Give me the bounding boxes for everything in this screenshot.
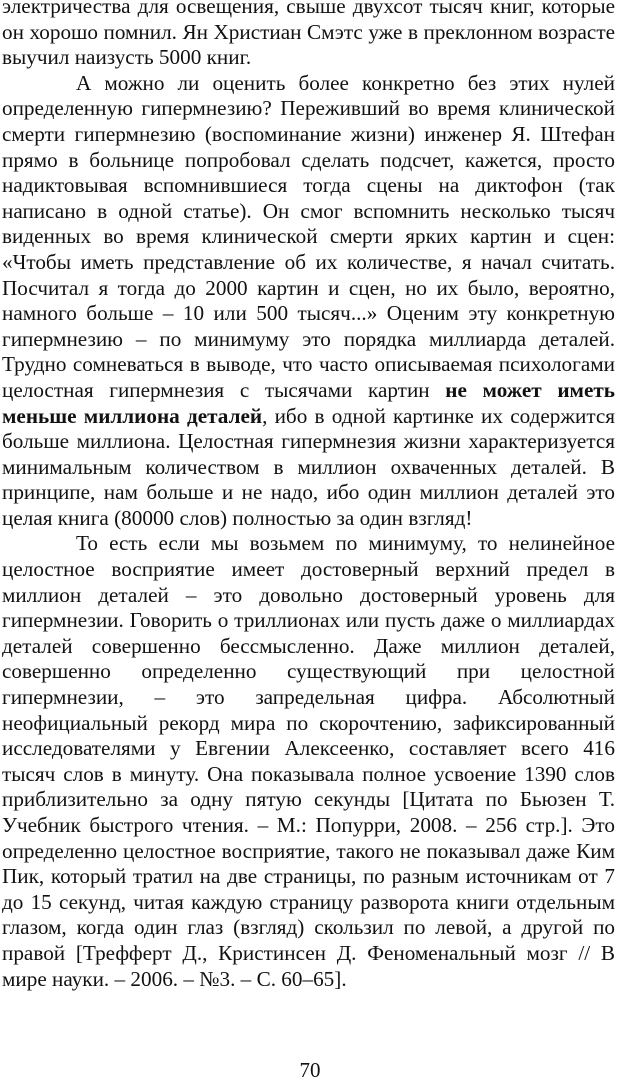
- paragraph-2-text-start: А можно ли оценить более конкретно без этих нулей определенную гипермнезию? Переживший во время клинической смерти гипермнезию (воспоминание жизни) инженер Я. Штефан прямо в больнице попробовал сделать подсчет, кажется, просто надиктовывая вспомнившиеся тогда сцены на диктофон (так написано в одной статье). Он смог вспомнить несколько тысяч виденных во время клинической смерти ярких картин и сцен: «Чтобы иметь представление об их количестве, я начал считать. Посчитал я тогда до 2000 картин и сцен, но их было, вероятно, намного больше – 10 или 500 тысяч...» Оценим эту конкретную гипермнезию – по минимуму это порядка миллиарда деталей. Трудно сомневаться в выводе, что часто описываемая психологами целостная гипермнезия с тысячами картин: [2, 70, 615, 402]
- page-number: 70: [299, 1058, 321, 1082]
- paragraph-1: электричества для освещения, свыше двухсот тысяч книг, которые он хорошо помнил. Ян Христиан Смэтс уже в преклонном возрасте выучил наизусть 5000 книг.: [2, 0, 615, 70]
- paragraph-2: [2, 71, 615, 532]
- body-text: [2, 0, 615, 992]
- paragraph-2-text-end: , ибо в одной картинке их содержится больше миллиона. Целостная гипермнезия жизни характеризуется минимальным количеством в миллион охваченных деталей. В принципе, нам больше и не надо, ибо один миллион деталей это целая книга (80000 слов) полностью за один взгляд!: [2, 403, 616, 530]
- paragraph-2-bold-emphasis: не может иметь меньше миллиона деталей: [2, 377, 615, 428]
- paragraph-3: То есть если мы возьмем по минимуму, то нелинейное целостное восприятие имеет достоверный верхний предел в миллион деталей – это довольно достоверный уровень для гипермнезии. Говорить о триллионах или пусть даже о миллиардах деталей совершенно бессмысленно. Даже миллион деталей, совершенно определенно существующий при целостной гипермнезии, – это запредельная цифра. Абсолютный неофициальный рекорд мира по скорочтению, зафиксированный исследователями у Евгении Алексеенко, составляет всего 416 тысяч слов в минуту. Она показывала полное усвоение 1390 слов приблизительно за одну пятую секунды [Цитата по Бьюзен Т. Учебник быстрого чтения. – М.: Попурри, 2008. – 256 стр.]. Это определенно целостное восприятие, такого не показывал даже Ким Пик, который тратил на две страницы, по разным источникам от 7 до 15 секунд, читая каждую страницу разворота книги отдельным глазом, когда один глаз (взгляд) скользил по левой, а другой по правой [Трефферт Д., Кристинсен Д. Феноменальный мозг // В мире науки. – 2006. – №3. – С. 60–65].: [2, 531, 615, 991]
